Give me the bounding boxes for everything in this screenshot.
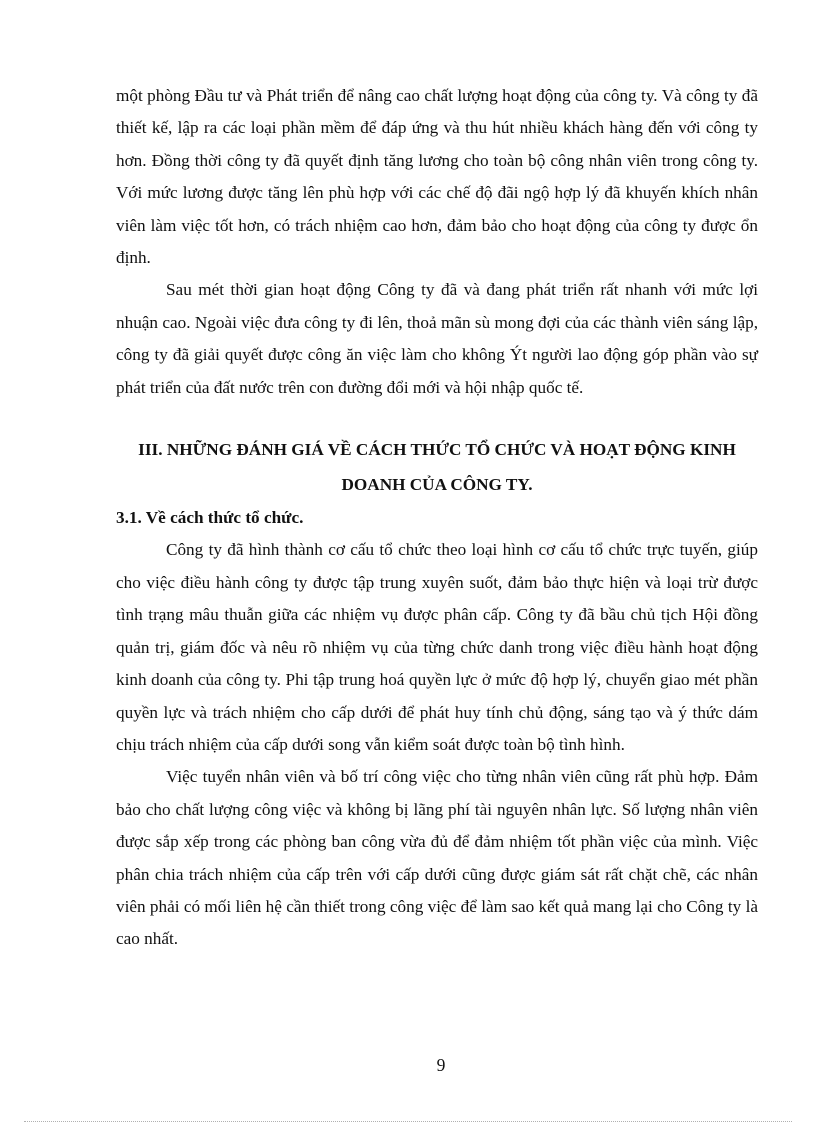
subsection-heading: 3.1. Về cách thức tổ chức. — [116, 508, 304, 528]
page-body — [116, 80, 758, 956]
page-bottom-divider — [24, 1121, 792, 1122]
paragraph-growth: Sau mét thời gian hoạt động Công ty đã và đang phát triển rất nhanh với mức lợi nhuận cao. Ngoài việc đưa công ty đi lên, thoả mãn sù mong đợi của các thành viên sáng lập, công ty đã giải quyết được công ăn việc làm cho không Ýt người lao động góp phần vào sự phát triển của đất nước trên con đường đổi mới và hội nhập quốc tế. — [116, 280, 758, 397]
paragraph-staffing: Việc tuyển nhân viên và bố trí công việc cho từng nhân viên cũng rất phù hợp. Đảm bảo cho chất lượng công việc và không bị lãng phí tài nguyên nhân lực. Số lượng nhân viên được sắp xếp trong các phòng ban công vừa đủ để đảm nhiệm tốt phần việc của mình. Việc phân chia trách nhiệm của cấp trên với cấp dưới cũng được giám sát rất chặt chẽ, các nhân viên phải có mối liên hệ cần thiết trong công việc để làm sao kết quả mang lại cho Công ty là cao nhất. — [116, 767, 758, 949]
section-heading: III. NHỮNG ĐÁNH GIÁ VỀ CÁCH THỨC TỔ CHỨC VÀ HOẠT ĐỘNG KINH DOANH CỦA CÔNG TY. — [138, 440, 736, 495]
paragraph-continued: một phòng Đầu tư và Phát triển để nâng cao chất lượng hoạt động của công ty. Và công ty đã thiết kế, lập ra các loại phần mềm để đáp ứng và thu hút nhiều khách hàng đến với công ty hơn. Đồng thời công ty đã quyết định tăng lương cho toàn bộ công nhân viên trong công ty. Với mức lương được tăng lên phù hợp với các chế độ đãi ngộ hợp lý đã khuyến khích nhân viên làm việc tốt hơn, có trách nhiệm cao hơn, đảm bảo cho hoạt động của công ty được ổn định. — [116, 86, 758, 268]
paragraph-structure: Công ty đã hình thành cơ cấu tổ chức theo loại hình cơ cấu tổ chức trực tuyến, giúp cho việc điều hành công ty được tập trung xuyên suốt, đảm bảo thực hiện và loại trừ được tình trạng mâu thuẫn giữa các nhiệm vụ được phân cấp. Công ty đã bầu chủ tịch Hội đồng quản trị, giám đốc và nêu rõ nhiệm vụ của từng chức danh trong việc điều hành hoạt động kinh doanh của công ty. Phi tập trung hoá quyền lực ở mức độ hợp lý, chuyển giao mét phần quyền lực và trách nhiệm cho cấp dưới để phát huy tính chủ động, sáng tạo và ý thức dám chịu trách nhiệm của cấp dưới song vẫn kiểm soát được toàn bộ tình hình. — [116, 540, 758, 754]
page-number: 9 — [436, 1055, 446, 1075]
